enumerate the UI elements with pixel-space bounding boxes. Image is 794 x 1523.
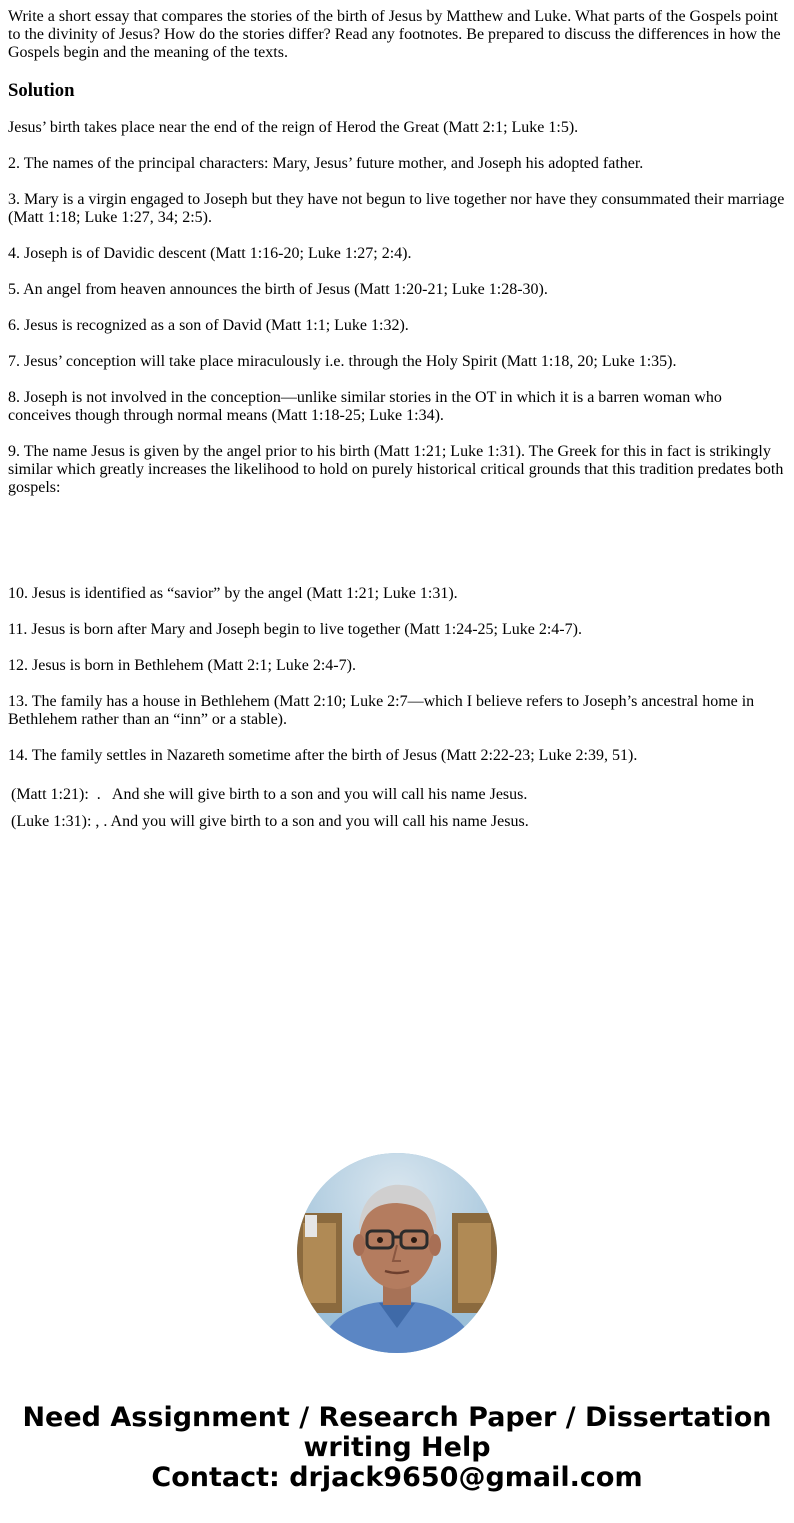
- contact-banner: [0, 1403, 794, 1493]
- solution-point: 11. Jesus is born after Mary and Joseph begin to live together (Matt 1:24-25; Luke 2:4-7).: [8, 621, 582, 638]
- solution-point: 14. The family settles in Nazareth sometime after the birth of Jesus (Matt 2:22-23; Luke 2:39, 51).: [8, 747, 638, 764]
- banner-line-1: Need Assignment / Research Paper / Dissertation: [22, 1402, 772, 1433]
- solution-point: 12. Jesus is born in Bethlehem (Matt 2:1; Luke 2:4-7).: [8, 657, 356, 674]
- question-text: Write a short essay that compares the stories of the birth of Jesus by Matthew and Luke. What parts of the Gospels point to the divinity of Jesus? How do the stories differ? Read any footnotes. Be prepared to discuss the differences in how the Gospels begin and the meaning of the texts.: [8, 8, 781, 61]
- solution-point: 6. Jesus is recognized as a son of David (Matt 1:1; Luke 1:32).: [8, 317, 409, 334]
- solution-point: 9. The name Jesus is given by the angel prior to his birth (Matt 1:21; Luke 1:31). The Greek for this in fact is strikingly similar which greatly increases the likelihood to hold on purely historical critical grounds that this tradition predates both gospels:: [8, 443, 784, 496]
- author-photo: [297, 1153, 497, 1353]
- solution-point: 10. Jesus is identified as “savior” by the angel (Matt 1:21; Luke 1:31).: [8, 585, 458, 602]
- solution-point: 13. The family has a house in Bethlehem (Matt 2:10; Luke 2:7—which I believe refers to Joseph’s ancestral home in Bethlehem rather than an “inn” or a stable).: [8, 693, 755, 728]
- verse-quote-matthew: (Matt 1:21): . And she will give birth to a son and you will call his name Jesus.: [11, 786, 528, 803]
- verse-quote-luke: (Luke 1:31): , . And you will give birth to a son and you will call his name Jesus.: [11, 813, 529, 830]
- solution-point: Jesus’ birth takes place near the end of the reign of Herod the Great (Matt 2:1; Luke 1:5).: [8, 119, 579, 136]
- solution-point: 4. Joseph is of Davidic descent (Matt 1:16-20; Luke 1:27; 2:4).: [8, 245, 412, 262]
- solution-point: 2. The names of the principal characters: Mary, Jesus’ future mother, and Joseph his adopted father.: [8, 155, 644, 172]
- solution-point: 5. An angel from heaven announces the birth of Jesus (Matt 1:20-21; Luke 1:28-30).: [8, 281, 548, 298]
- banner-line-2: writing Help: [303, 1432, 491, 1463]
- solution-point: 3. Mary is a virgin engaged to Joseph but they have not begun to live together nor have they consummated their marriage (Matt 1:18; Luke 1:27, 34; 2:5).: [8, 191, 785, 226]
- verse-quotes: [11, 786, 781, 836]
- solution-heading: Solution: [8, 80, 75, 101]
- author-avatar: [297, 1153, 497, 1353]
- document-body: [8, 8, 786, 783]
- solution-point: 7. Jesus’ conception will take place miraculously i.e. through the Holy Spirit (Matt 1:18, 20; Luke 1:35).: [8, 353, 677, 370]
- solution-point: 8. Joseph is not involved in the conception—unlike similar stories in the OT in which it is a barren woman who conceives though through normal means (Matt 1:18-25; Luke 1:34).: [8, 389, 722, 424]
- banner-contact-email: Contact: drjack9650@gmail.com: [151, 1462, 643, 1493]
- blank-space: [8, 515, 786, 585]
